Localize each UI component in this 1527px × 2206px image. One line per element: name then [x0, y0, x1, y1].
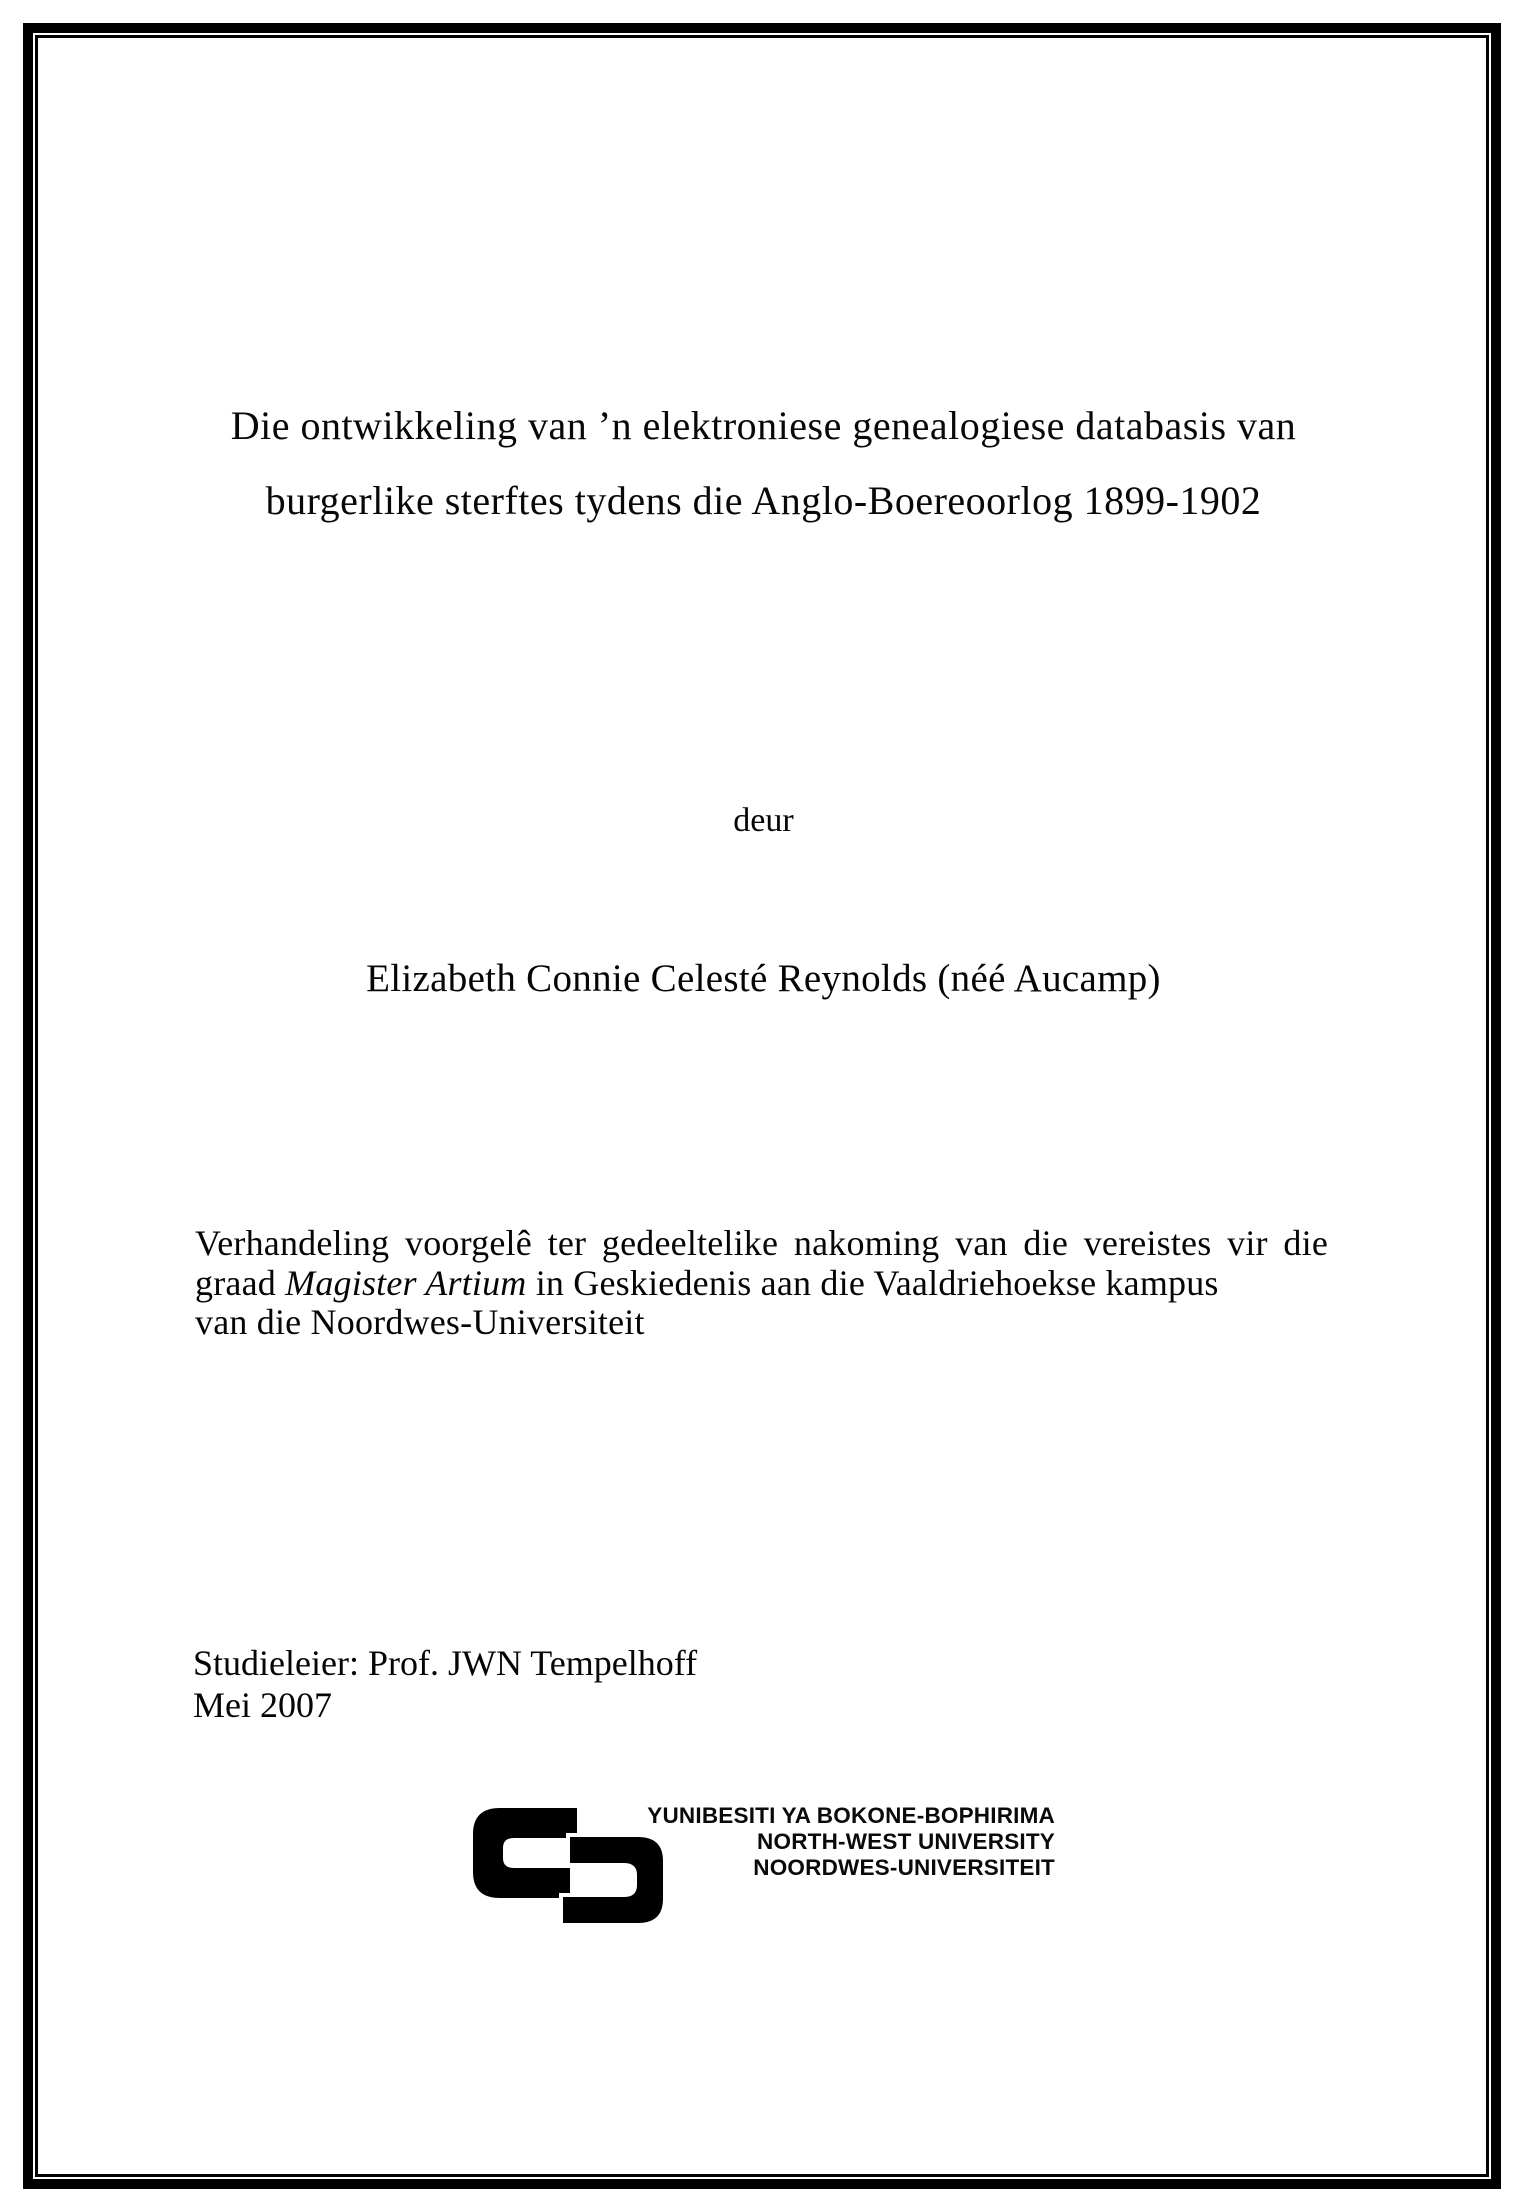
- author-name: Elizabeth Connie Celesté Reynolds (néé Aucamp): [366, 957, 1161, 1000]
- supervisor-line: Studieleier: Prof. JWN Tempelhoff: [193, 1643, 698, 1683]
- date-line: Mei 2007: [193, 1685, 332, 1725]
- byline-deur: deur: [733, 802, 794, 839]
- degree-statement: [195, 1224, 1328, 1343]
- nwu-logo-text-english: NORTH-WEST UNIVERSITY: [757, 1829, 1055, 1854]
- thesis-title-line-2: burgerlike sterftes tydens die Anglo-Boereoorlog 1899-1902: [265, 478, 1262, 523]
- degree-line2-post: in Geskiedenis aan die Vaaldriehoekse kampus: [526, 1262, 1219, 1303]
- nwu-logo-text-setswana: YUNIBESITI YA BOKONE-BOPHIRIMA: [647, 1803, 1055, 1828]
- degree-statement-line-1: Verhandeling voorgelê ter gedeeltelike nakoming van die vereistes vir die: [195, 1223, 1328, 1263]
- nwu-logo-text-afrikaans: NOORDWES-UNIVERSITEIT: [753, 1855, 1055, 1880]
- thesis-title-line-1: Die ontwikkeling van ’n elektroniese genealogiese databasis van: [230, 403, 1297, 448]
- degree-line2-pre: graad: [195, 1262, 286, 1303]
- nwu-logo-wordmark: [585, 1803, 1055, 1881]
- degree-statement-line-2: [195, 1264, 1328, 1304]
- degree-name-italic: Magister Artium: [285, 1262, 527, 1303]
- nwu-logo-link-left: [473, 1808, 577, 1898]
- degree-statement-line-3: van die Noordwes-Universiteit: [195, 1302, 645, 1342]
